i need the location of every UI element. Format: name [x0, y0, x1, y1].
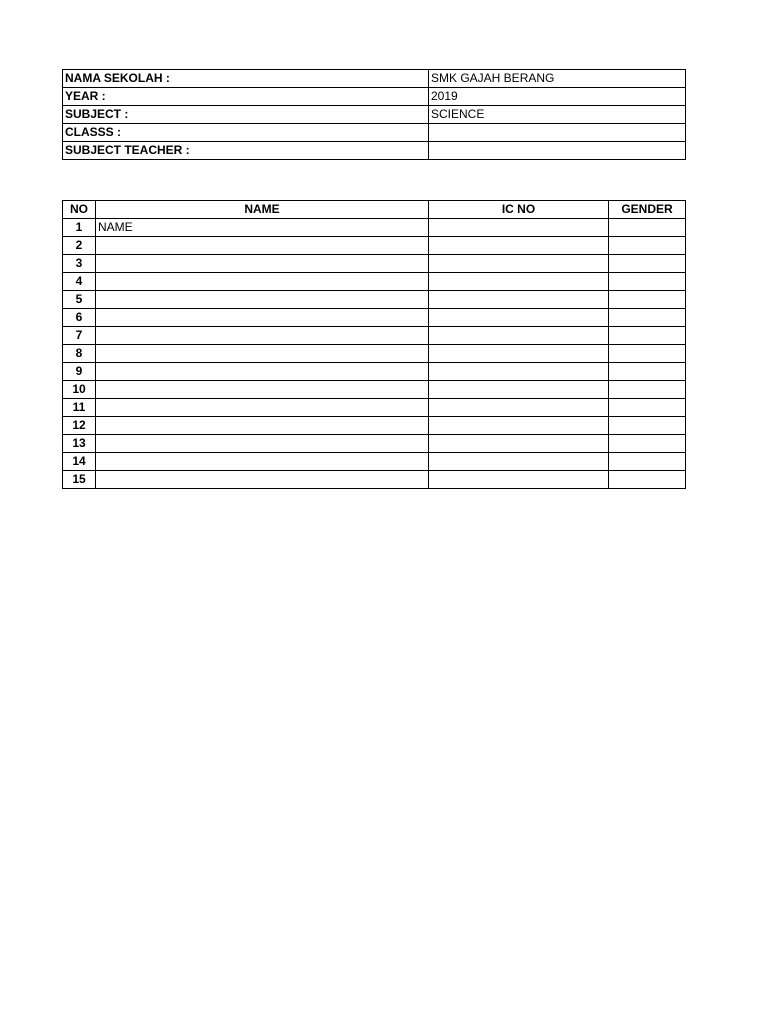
school-info-row: [63, 124, 686, 142]
ic-no-cell[interactable]: [429, 327, 609, 345]
table-row: [63, 219, 686, 237]
school-info-row: [63, 106, 686, 124]
school-info-label: CLASSS :: [63, 124, 429, 142]
name-cell[interactable]: [96, 471, 429, 489]
school-info-table: [62, 69, 686, 160]
gender-cell[interactable]: [609, 435, 686, 453]
name-cell[interactable]: [96, 291, 429, 309]
table-row: [63, 471, 686, 489]
name-cell[interactable]: [96, 363, 429, 381]
table-row: [63, 237, 686, 255]
school-info-value[interactable]: 2019: [429, 88, 686, 106]
ic-no-cell[interactable]: [429, 417, 609, 435]
school-info-value[interactable]: SMK GAJAH BERANG: [429, 70, 686, 88]
ic-no-cell[interactable]: [429, 309, 609, 327]
row-number-cell: 7: [63, 327, 96, 345]
row-number-cell: 8: [63, 345, 96, 363]
row-number-cell: 11: [63, 399, 96, 417]
school-info-row: [63, 70, 686, 88]
name-cell[interactable]: [96, 399, 429, 417]
ic-no-cell[interactable]: [429, 381, 609, 399]
name-cell[interactable]: [96, 273, 429, 291]
gender-cell[interactable]: [609, 381, 686, 399]
table-row: [63, 327, 686, 345]
ic-no-cell[interactable]: [429, 399, 609, 417]
gender-cell[interactable]: [609, 291, 686, 309]
row-number-cell: 12: [63, 417, 96, 435]
row-number-cell: 10: [63, 381, 96, 399]
row-number-cell: 14: [63, 453, 96, 471]
name-cell[interactable]: NAME: [96, 219, 429, 237]
ic-no-cell[interactable]: [429, 237, 609, 255]
table-row: [63, 435, 686, 453]
row-number-cell: 6: [63, 309, 96, 327]
school-info-row: [63, 88, 686, 106]
ic-no-cell[interactable]: [429, 255, 609, 273]
table-row: [63, 291, 686, 309]
gender-cell[interactable]: [609, 273, 686, 291]
gender-cell[interactable]: [609, 219, 686, 237]
ic-no-cell[interactable]: [429, 291, 609, 309]
student-list-table: [62, 200, 686, 489]
school-info-value[interactable]: [429, 142, 686, 160]
gender-cell[interactable]: [609, 453, 686, 471]
table-row: [63, 399, 686, 417]
row-number-cell: 2: [63, 237, 96, 255]
ic-no-cell[interactable]: [429, 435, 609, 453]
row-number-cell: 5: [63, 291, 96, 309]
gender-cell[interactable]: [609, 327, 686, 345]
gender-cell[interactable]: [609, 237, 686, 255]
row-number-cell: 13: [63, 435, 96, 453]
name-cell[interactable]: [96, 255, 429, 273]
gender-cell[interactable]: [609, 255, 686, 273]
table-row: [63, 417, 686, 435]
ic-no-cell[interactable]: [429, 363, 609, 381]
row-number-cell: 1: [63, 219, 96, 237]
ic-no-cell[interactable]: [429, 453, 609, 471]
column-header-no: NO: [63, 201, 96, 219]
school-info-label: YEAR :: [63, 88, 429, 106]
table-row: [63, 309, 686, 327]
student-table-body: [63, 219, 686, 489]
name-cell[interactable]: [96, 327, 429, 345]
name-cell[interactable]: [96, 435, 429, 453]
table-row: [63, 345, 686, 363]
ic-no-cell[interactable]: [429, 471, 609, 489]
name-cell[interactable]: [96, 345, 429, 363]
name-cell[interactable]: [96, 417, 429, 435]
school-info-body: [63, 70, 686, 160]
row-number-cell: 3: [63, 255, 96, 273]
row-number-cell: 9: [63, 363, 96, 381]
column-header-gender: GENDER: [609, 201, 686, 219]
school-info-label: SUBJECT :: [63, 106, 429, 124]
school-info-label: SUBJECT TEACHER :: [63, 142, 429, 160]
ic-no-cell[interactable]: [429, 345, 609, 363]
gender-cell[interactable]: [609, 399, 686, 417]
table-row: [63, 273, 686, 291]
column-header-name: NAME: [96, 201, 429, 219]
name-cell[interactable]: [96, 309, 429, 327]
school-info-value[interactable]: [429, 124, 686, 142]
school-info-value[interactable]: SCIENCE: [429, 106, 686, 124]
school-info-row: [63, 142, 686, 160]
table-row: [63, 363, 686, 381]
ic-no-cell[interactable]: [429, 273, 609, 291]
gender-cell[interactable]: [609, 345, 686, 363]
table-row: [63, 453, 686, 471]
table-row: [63, 255, 686, 273]
ic-no-cell[interactable]: [429, 219, 609, 237]
row-number-cell: 15: [63, 471, 96, 489]
row-number-cell: 4: [63, 273, 96, 291]
gender-cell[interactable]: [609, 309, 686, 327]
gender-cell[interactable]: [609, 471, 686, 489]
gender-cell[interactable]: [609, 363, 686, 381]
gender-cell[interactable]: [609, 417, 686, 435]
name-cell[interactable]: [96, 381, 429, 399]
table-row: [63, 381, 686, 399]
column-header-ic-no: IC NO: [429, 201, 609, 219]
name-cell[interactable]: [96, 237, 429, 255]
name-cell[interactable]: [96, 453, 429, 471]
school-info-label: NAMA SEKOLAH :: [63, 70, 429, 88]
student-table-header-row: [63, 201, 686, 219]
